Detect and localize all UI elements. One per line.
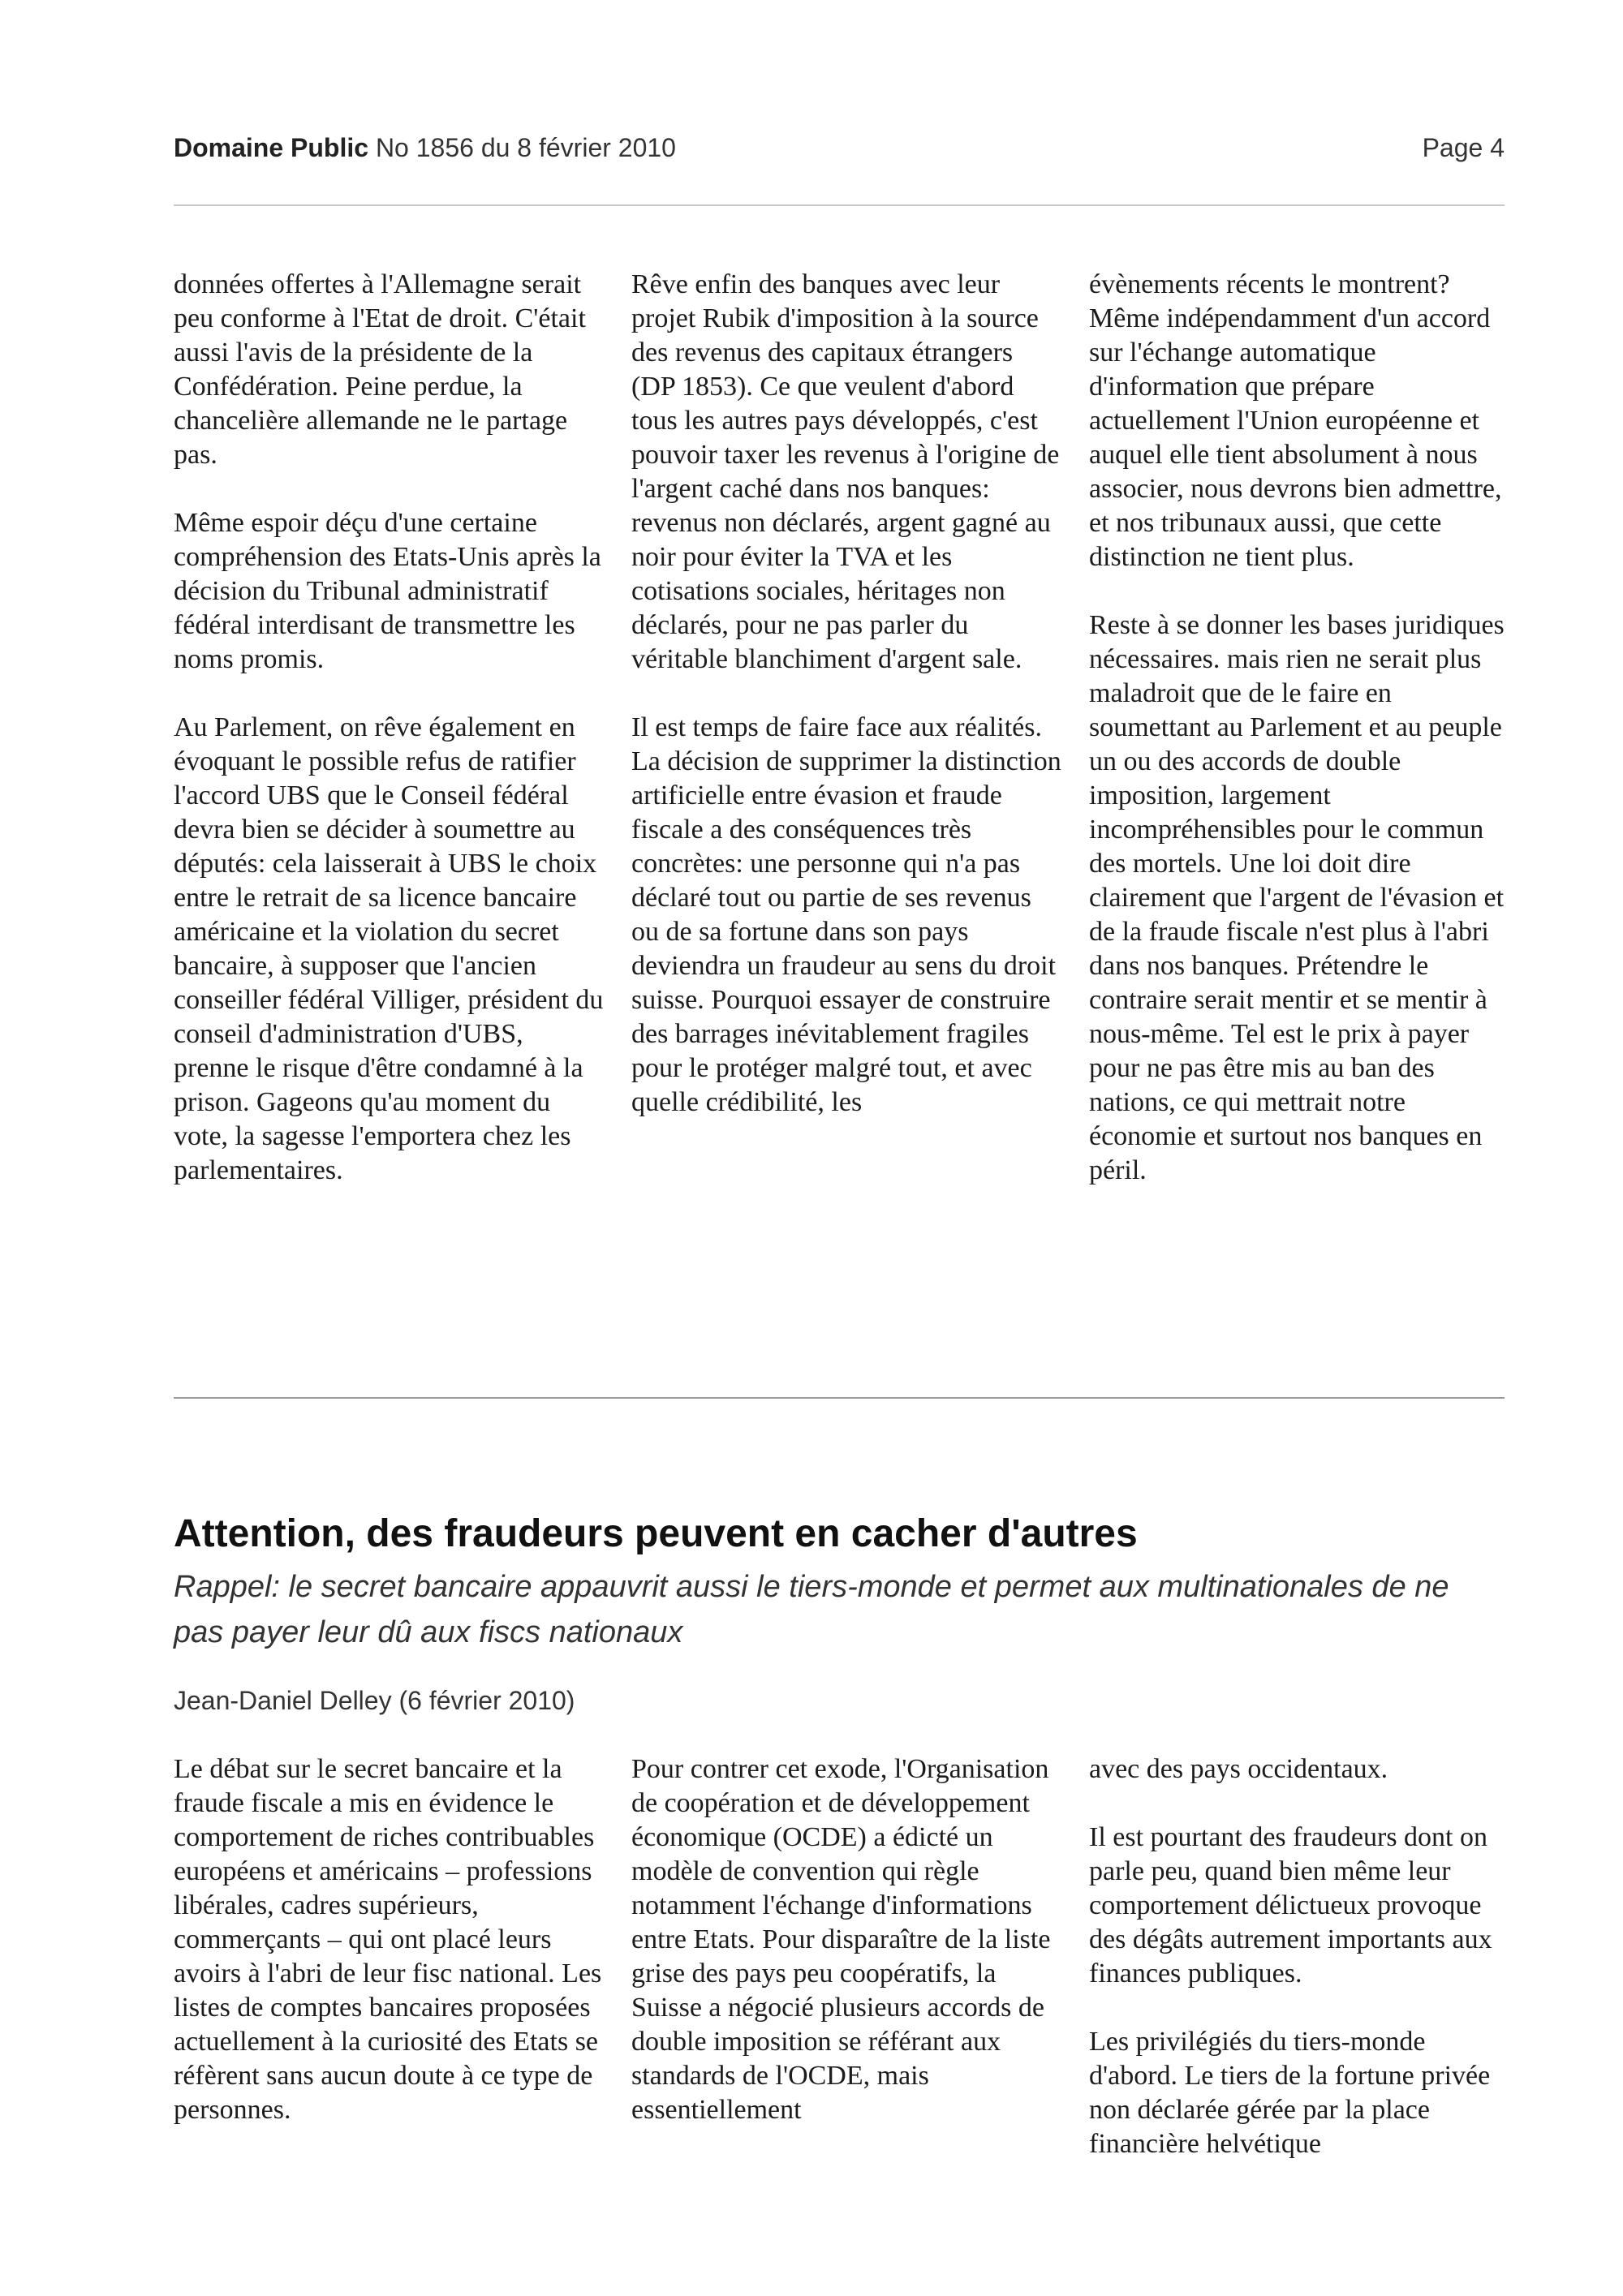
article-title: Attention, des fraudeurs peuvent en cacher d'autres: [174, 1512, 1138, 1555]
issue-info: No 1856 du 8 février 2010: [375, 133, 676, 162]
paragraph: Pour contrer cet exode, l'Organisation de coopération et de développement économique (OCDE) a édicté un modèle de convention qui règle notamment l'échange d'informations entre Etats. Pour disparaître de la liste grise des pays peu coopératifs, la Suisse a négocié plusieurs accords de double imposition se référant aux standards de l'OCDE, mais essentiellement: [631, 1754, 1051, 2125]
paragraph: Au Parlement, on rêve également en évoquant le possible refus de ratifier l'accord UBS que le Conseil fédéral devra bien se décider à soumettre au députés: cela laisserait à UBS le choix entre le retrait de sa licence bancaire américaine et la violation du secret bancaire, à supposer que l'ancien conseiller fédéral Villiger, président du conseil d'administration d'UBS, prenne le risque d'être condamné à la prison. Gageons qu'au moment du vote, la sagesse l'emportera chez les parlementaires.: [174, 712, 604, 1185]
paragraph: Le débat sur le secret bancaire et la fraude fiscale a mis en évidence le comportement de riches contribuables européens et américains – professions libérales, cadres supérieurs, commerçants – qui ont placé leurs avoirs à l'abri de leur fisc national. Les listes de comptes bancaires proposées actuellement à la curiosité des Etats se réfèrent sans aucun doute à ce type de personnes.: [174, 1754, 602, 2125]
paragraph: Les privilégiés du tiers-monde d'abord. Le tiers de la fortune privée non déclarée gérée par la place financière helvétique: [1089, 2027, 1491, 2159]
publication-name: Domaine Public: [174, 133, 369, 162]
page-number: Page 4: [1422, 133, 1505, 162]
paragraph: Il est temps de faire face aux réalités. La décision de supprimer la distinction artificielle entre évasion et fraude fiscale a des conséquences très concrètes: une personne qui n'a pas déclaré tout ou partie de ses revenus ou de sa fortune dans son pays deviendra un fraudeur au sens du droit suisse. Pourquoi essayer de construire des barrages inévitablement fragiles pour le protéger malgré tout, et avec quelle crédibilité, les: [631, 712, 1061, 1117]
paragraph: Reste à se donner les bases juridiques nécessaires. mais rien ne serait plus maladroit que de le faire en soumettant au Parlement et au peuple un ou des accords de double imposition, largement incompréhensibles pour le commun des mortels. Une loi doit dire clairement que l'argent de l'évasion et de la fraude fiscale n'est plus à l'abri dans nos banques. Prétendre le contraire serait mentir et se mentir à nous-même. Tel est le prix à payer pour ne pas être mis au ban des nations, ce qui mettrait notre économie et surtout nos banques en péril.: [1089, 610, 1505, 1185]
previous-article-column-2: [631, 268, 1061, 1188]
article-byline: Jean-Daniel Delley (6 février 2010): [174, 1686, 575, 1715]
header-divider: [174, 204, 1505, 206]
paragraph: évènements récents le montrent? Même indépendamment d'un accord sur l'échange automatique d'information que prépare actuellement l'Union européenne et auquel elle tient absolument à nous associer, nous devrons bien admettre, et nos tribunaux aussi, que cette distinction ne tient plus.: [1089, 269, 1502, 572]
article-column-3: [1089, 1752, 1519, 2161]
paragraph: avec des pays occidentaux.: [1089, 1754, 1388, 1784]
article-columns: [174, 1752, 1505, 2161]
previous-article-column-3: [1089, 268, 1519, 1188]
paragraph: données offertes à l'Allemagne serait peu conforme à l'Etat de droit. C'était aussi l'avis de la présidente de la Confédération. Peine perdue, la chancelière allemande ne le partage pas.: [174, 269, 586, 470]
paragraph: Rêve enfin des banques avec leur projet Rubik d'imposition à la source des revenus des capitaux étrangers (DP 1853). Ce que veulent d'abord tous les autres pays développés, c'est pouvoir taxer les revenus à l'origine de l'argent caché dans nos banques: revenus non déclarés, argent gagné au noir pour éviter la TVA et les cotisations sociales, héritages non déclarés, pour ne pas parler du véritable blanchiment d'argent sale.: [631, 269, 1060, 674]
article-subtitle: Rappel: le secret bancaire appauvrit aussi le tiers-monde et permet aux multinationales de ne pas payer leur dû aux fiscs nationaux: [174, 1570, 1449, 1649]
previous-article-columns: [174, 268, 1505, 1188]
article-divider: [174, 1397, 1505, 1399]
paragraph: Même espoir déçu d'une certaine compréhension des Etats-Unis après la décision du Tribunal administratif fédéral interdisant de transmettre les noms promis.: [174, 508, 601, 674]
page-header: [174, 133, 1505, 170]
previous-article-column-1: [174, 268, 604, 1188]
header-publication-line: [174, 133, 676, 163]
article-column-1: [174, 1752, 604, 2161]
paragraph: Il est pourtant des fraudeurs dont on parle peu, quand bien même leur comportement délictueux provoque des dégâts autrement importants aux finances publiques.: [1089, 1822, 1492, 1989]
article-column-2: [631, 1752, 1061, 2161]
